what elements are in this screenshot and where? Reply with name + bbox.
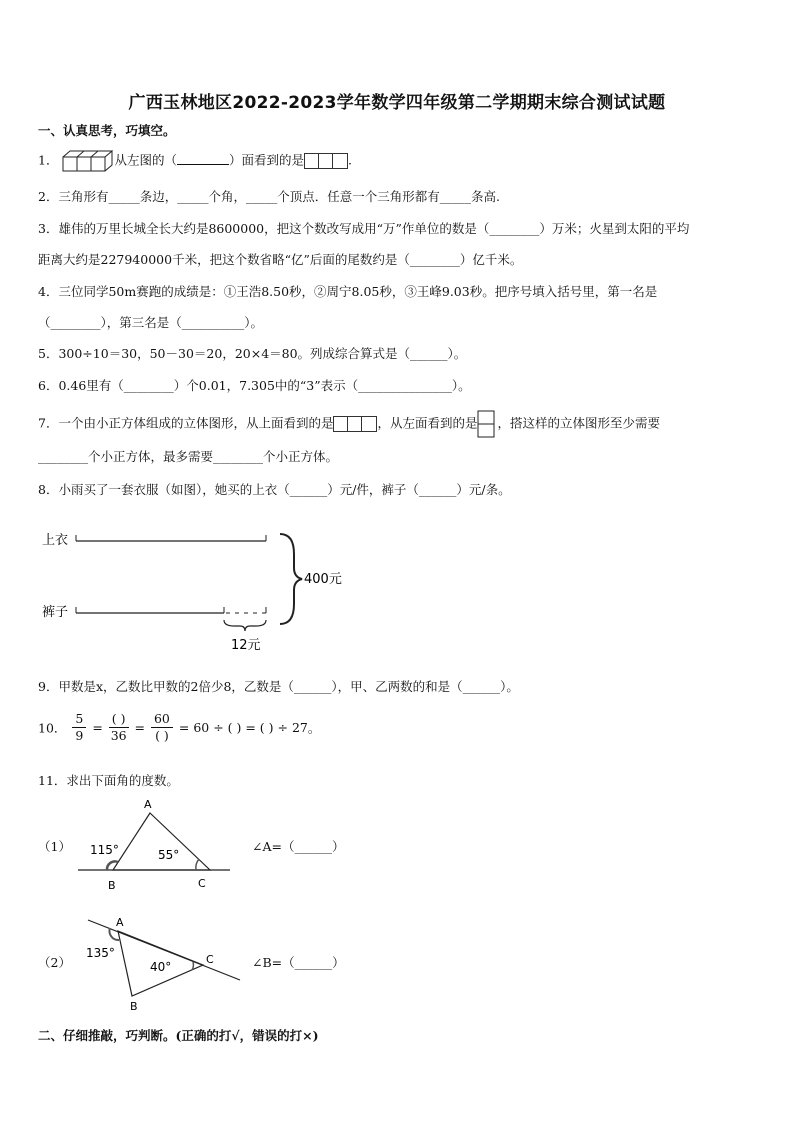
question-7-line-1 xyxy=(38,410,660,438)
total-price-label: 400元 xyxy=(304,572,342,587)
q10-division-equation[interactable]: = 60 ÷ ( ) = ( ) ÷ 27 xyxy=(178,720,308,735)
price-difference-label: 12元 xyxy=(231,638,261,653)
q11-part-2-label: （2） xyxy=(38,955,71,970)
angle-135-label: 135° xyxy=(86,946,115,960)
fraction-5-9: $\frac{5}{9}$ xyxy=(72,711,86,744)
q1-text-c: . xyxy=(347,152,352,168)
question-1 xyxy=(38,150,352,172)
angle-55-label: 55° xyxy=(158,848,180,862)
fraction-blank-36[interactable]: $\frac{( )}{36}$ xyxy=(110,711,127,743)
question-7-line-2: ________个小正方体，最多需要________个小正方体。 xyxy=(38,449,339,464)
left-view-figure xyxy=(477,410,497,438)
question-3-line-2: 距离大约是227940000千米，把这个数省略“亿”后面的尾数约是（________）亿千米。 xyxy=(38,252,523,267)
svg-text:A: A xyxy=(144,798,152,811)
svg-text:C: C xyxy=(198,877,206,890)
question-8: 8．小雨买了一套衣服（如图），她买的上衣（______）元/件，裤子（______）元/条。 xyxy=(38,482,511,497)
clothes-price-diagram xyxy=(38,522,348,657)
svg-text:B: B xyxy=(130,1000,138,1013)
svg-text:C: C xyxy=(206,953,214,966)
fraction-60-blank[interactable]: $\frac{60}{( )}$ xyxy=(151,711,173,744)
label-shirt: 上衣 xyxy=(42,533,69,548)
question-11: 11．求出下面角的度数。 xyxy=(38,773,179,788)
question-5: 5．300÷10＝30，50－30＝20，20×4＝80。列成综合算式是（______）。 xyxy=(38,346,467,361)
question-4-line-2: （________），第三名是（__________）。 xyxy=(38,315,264,330)
cube-row-figure xyxy=(62,150,114,172)
question-6: 6．0.46里有（________）个0.01，7.305中的“3”表示（_______________）。 xyxy=(38,378,471,393)
triangle-2-figure xyxy=(82,910,247,1020)
q11-part-1-label: （1） xyxy=(38,839,71,854)
q11-part-1-answer[interactable]: ∠A=（______） xyxy=(252,839,345,854)
question-2: 2．三角形有_____条边，_____个角，_____个顶点．任意一个三角形都有_____条高. xyxy=(38,189,500,204)
question-9: 9．甲数是x，乙数比甲数的2倍少8，乙数是（______），甲、乙两数的和是（______）。 xyxy=(38,679,519,694)
q1-text-a: 从左图的（ xyxy=(114,152,177,168)
section-2-heading: 二、仔细推敲，巧判断。(正确的打√，错误的打×) xyxy=(38,1028,319,1043)
q1-blank[interactable] xyxy=(177,151,229,165)
section-1-heading: 一、认真思考，巧填空。 xyxy=(38,123,176,138)
q10-number: 10． xyxy=(38,720,67,736)
angle-115-label: 115° xyxy=(90,843,119,857)
q7-text-c: ，搭这样的立体图形至少需要 xyxy=(497,415,660,431)
label-pants: 裤子 xyxy=(42,605,69,620)
q7-text-b: ，从左面看到的是 xyxy=(377,415,478,431)
question-4-line-1: 4．三位同学50m赛跑的成绩是：①王浩8.50秒，②周宁8.05秒，③王峰9.03秒。把序号填入括号里，第一名是 xyxy=(38,284,658,299)
three-squares-figure xyxy=(304,153,348,169)
question-3-line-1: 3．雄伟的万里长城全长大约是8600000，把这个数改写成用“万”作单位的数是（________）万米；火星到太阳的平均 xyxy=(38,221,690,236)
question-10: 10． $\frac{5}{9}$ = $\frac{( )}{36}$ = $\frac{60}{( )}$ = 60 ÷ ( ) = ( ) ÷ 27。 xyxy=(38,711,321,743)
q11-part-2-answer[interactable]: ∠B=（______） xyxy=(252,955,345,970)
top-view-figure xyxy=(333,416,377,432)
svg-text:A: A xyxy=(116,916,124,929)
svg-text:B: B xyxy=(108,879,116,892)
exam-title: 广西玉林地区2022-2023学年数学四年级第二学期期末综合测试试题 xyxy=(128,93,666,113)
q1-number: 1． xyxy=(38,152,59,168)
angle-40-label: 40° xyxy=(150,960,172,974)
triangle-1-figure xyxy=(70,793,240,893)
q7-text-a: 7．一个由小正方体组成的立体图形，从上面看到的是 xyxy=(38,415,334,431)
q1-text-b: ）面看到的是 xyxy=(228,152,304,168)
